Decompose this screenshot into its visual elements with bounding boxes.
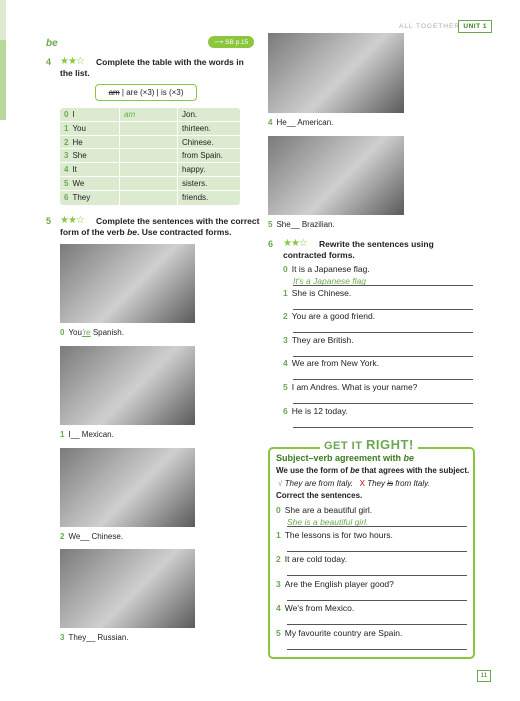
ex4-num: 4 (46, 57, 52, 67)
answer-line[interactable] (293, 309, 473, 310)
gir-answer-0: She is a beautiful girl. (287, 517, 369, 527)
subject-cell: 1 You (60, 122, 120, 135)
complement-cell: thirteen. (182, 123, 211, 133)
ex6-answer-0: It's a Japanese flag (293, 276, 366, 286)
gir-item-2: 2 It are cold today. (276, 554, 347, 565)
ex5-item-2: 2 We__ Chinese. (60, 532, 124, 541)
ex6-instruction: Rewrite the sentences using contracted forms. (283, 239, 434, 260)
ex6-item-5: 5 I am Andres. What is your name? (283, 382, 418, 392)
ex5-instruction: Complete the sentences with the correct form of the verb be. Use contracted forms. (60, 216, 260, 237)
ex6-item-0: 0 It is a Japanese flag. (283, 264, 370, 274)
ex5-item-3: 3 They__ Russian. (60, 633, 129, 642)
gir-item-3: 3 Are the English player good? (276, 578, 394, 589)
complement-cell: from Spain. (182, 151, 223, 161)
verb-cell[interactable] (120, 136, 178, 149)
verb-cell[interactable]: am (120, 108, 178, 121)
subject-cell: 2 He (60, 136, 120, 149)
complement-cell: Chinese. (182, 137, 214, 147)
answer-line[interactable] (293, 356, 473, 357)
get-it-right-subtitle: Subject–verb agreement with be (276, 453, 415, 463)
student-book-ref-label: SB p.15 (225, 39, 249, 46)
answer-line[interactable] (293, 379, 473, 380)
ex5-item-0: 0 You're Spanish. (60, 328, 124, 337)
photo-american-boy (268, 33, 404, 113)
answer-line[interactable] (293, 427, 473, 428)
table-row (60, 191, 240, 205)
ex6-item-3: 3 They are British. (283, 334, 354, 345)
verb-cell[interactable] (120, 177, 178, 190)
complement-cell: happy. (182, 165, 206, 175)
ex4-stars: ★★☆ (60, 56, 84, 67)
answer-line[interactable] (287, 575, 467, 576)
answer-line[interactable] (287, 551, 467, 552)
verb-cell[interactable] (120, 191, 178, 205)
get-it-right-rule: We use the form of be that agrees with the subject. (276, 466, 470, 475)
get-it-right-title: GET IT RIGHT! (320, 437, 418, 452)
photo-spanish-woman (60, 244, 195, 323)
answer-line[interactable] (293, 403, 473, 404)
unit-badge: UNIT 1 (458, 20, 492, 33)
correct-example: They are from Italy. (284, 479, 353, 488)
section-title: ALL TOGETHER (398, 23, 460, 30)
complement-cell: friends. (182, 192, 209, 202)
ex6-item-2: 2 You are a good friend. (283, 311, 376, 322)
table-row (60, 163, 240, 177)
ex4-table (60, 108, 240, 205)
ex5-item-1: 1 I__ Mexican. (60, 430, 114, 439)
table-row (60, 177, 240, 191)
get-it-right-examples (278, 479, 430, 488)
answer-line[interactable] (287, 600, 467, 601)
subject-cell: 0 I (60, 108, 120, 121)
subject-cell: 5 We (60, 177, 120, 190)
check-icon: √ (278, 479, 283, 488)
table-row (60, 136, 240, 150)
subject-cell: 6 They (60, 191, 120, 205)
page-number: 11 (477, 670, 491, 682)
ex6-stars: ★★☆ (283, 238, 307, 249)
answer-line[interactable] (287, 624, 467, 625)
gir-item-5: 5 My favourite country are Spain. (276, 628, 403, 638)
ex5-stars: ★★☆ (60, 215, 84, 226)
photo-mexican-man (60, 346, 195, 425)
gir-item-1: 1 The lessons is for two hours. (276, 529, 393, 540)
gir-item-4: 4 We's from Mexico. (276, 603, 355, 614)
get-it-right-instruction: Correct the sentences. (276, 491, 363, 500)
topic-title: be (46, 38, 58, 49)
verb-cell[interactable] (120, 163, 178, 176)
ex5-num: 5 (46, 216, 52, 226)
cross-icon: X (359, 479, 365, 488)
gir-item-0: 0 She are a beautiful girl. (276, 505, 373, 515)
wrong-example: They is from Italy. (367, 479, 430, 488)
ex6-item-6: 6 He is 12 today. (283, 405, 348, 416)
complement-cell: Jon. (182, 110, 198, 119)
ex5-item-5: 5 She__ Brazilian. (268, 220, 335, 229)
ex4-instruction: Complete the table with the words in the list. (60, 57, 244, 78)
ex4-word-box (95, 84, 197, 101)
ex6-item-4: 4 We are from New York. (283, 358, 379, 369)
page-edge-tab-accent (0, 40, 6, 120)
arrow-icon: ⟶ (214, 39, 226, 46)
ex6-item-1: 1 She is Chinese. (283, 287, 352, 298)
answer-line[interactable] (287, 649, 467, 650)
subject-cell: 4 It (60, 163, 120, 176)
verb-cell[interactable] (120, 149, 178, 162)
photo-chinese-girls (60, 448, 195, 527)
verb-cell[interactable] (120, 122, 178, 135)
answer-line[interactable] (293, 285, 473, 286)
subject-cell: 3 She (60, 149, 120, 162)
answer-line[interactable] (287, 526, 467, 527)
photo-brazilian-woman (268, 136, 404, 215)
complement-cell: sisters. (182, 178, 208, 188)
word-list: | are (×3) | is (×3) (119, 88, 184, 97)
ex5-item-4: 4 He__ American. (268, 118, 334, 127)
answer-line[interactable] (293, 332, 473, 333)
student-book-ref (208, 36, 254, 48)
table-row (60, 108, 240, 122)
photo-russian-fans (60, 549, 195, 628)
table-row (60, 149, 240, 163)
page-edge-tab (0, 0, 6, 40)
table-row (60, 122, 240, 136)
word-used: am (108, 88, 120, 97)
ex6-num: 6 (268, 239, 274, 249)
